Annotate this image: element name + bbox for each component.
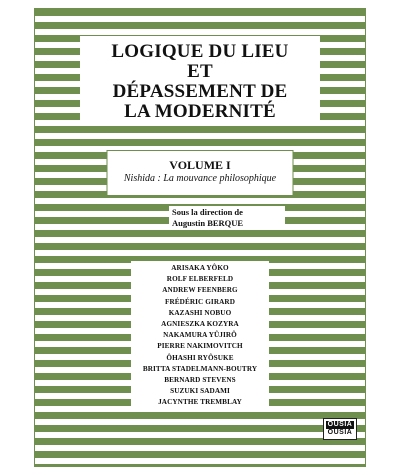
- editor-credit-line1: Sous la direction de: [172, 207, 243, 217]
- publisher-logo-top: OUSIA: [327, 421, 353, 428]
- volume-box: [107, 150, 294, 196]
- author-item: AGNIESZKA KOZYRA: [161, 320, 239, 329]
- editor-name: Augustin BERQUE: [172, 218, 244, 228]
- author-item: NAKAMURA YÛJIRÔ: [163, 331, 237, 340]
- author-item: SUZUKI SADAMI: [170, 387, 230, 396]
- title-line: LA MODERNITÉ: [124, 101, 276, 122]
- title-line: DÉPASSEMENT DE: [112, 81, 288, 102]
- author-item: PIERRE NAKIMOVITCH: [157, 342, 243, 351]
- title-line: LOGIQUE DU LIEU: [111, 41, 289, 62]
- author-item: ARISAKA YÔKO: [171, 264, 229, 272]
- book-title: [80, 36, 320, 126]
- title-line: ET: [187, 61, 213, 82]
- editor-credit: [169, 206, 285, 230]
- publisher-logo: [323, 418, 357, 440]
- author-item: ANDREW FEENBERG: [162, 286, 238, 295]
- author-item: BERNARD STEVENS: [164, 376, 236, 385]
- author-item: KAZASHI NOBUO: [168, 308, 232, 317]
- publisher-logo-bottom: OUSIA: [327, 429, 353, 436]
- author-item: ÔHASHI RYÔSUKE: [166, 353, 234, 362]
- author-item: JACYNTHE TREMBLAY: [158, 398, 242, 407]
- volume-title: VOLUME I: [169, 158, 231, 172]
- volume-subtitle: Nishida : La mouvance philosophique: [123, 173, 277, 184]
- author-item: FRÉDÉRIC GIRARD: [165, 297, 235, 306]
- author-list: [131, 261, 269, 411]
- author-item: BRITTA STADELMANN-BOUTRY: [142, 364, 258, 373]
- author-item: ROLF ELBERFELD: [166, 275, 234, 284]
- book-cover: [34, 8, 366, 467]
